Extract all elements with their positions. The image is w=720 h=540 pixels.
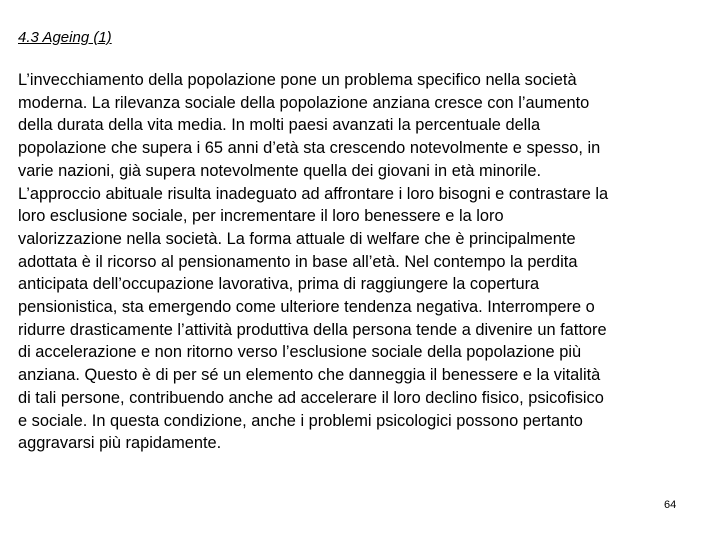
paragraph-line: L’approccio abituale risulta inadeguato ad affrontare i loro bisogni e contrastare la <box>18 184 609 203</box>
body-paragraph <box>18 69 698 455</box>
paragraph-line: L’invecchiamento della popolazione pone un problema specifico nella società <box>18 71 577 89</box>
paragraph-line: della durata della vita media. In molti paesi avanzati la percentuale della <box>18 116 541 135</box>
paragraph-line: e sociale. In questa condizione, anche i problemi psicologici possono pertanto <box>18 411 583 430</box>
paragraph-line: anziana. Questo è di per sé un elemento che danneggia il benessere e la vitalità <box>18 366 601 385</box>
paragraph-line: anticipata dell’occupazione lavorativa, prima di raggiungere la copertura <box>18 275 540 294</box>
paragraph-line: moderna. La rilevanza sociale della popolazione anziana cresce con l’aumento <box>18 93 590 112</box>
paragraph-line: di accelerazione e non ritorno verso l’esclusione sociale della popolazione più <box>18 343 582 362</box>
paragraph-line: pensionistica, sta emergendo come ulteriore tendenza negativa. Interrompere o <box>18 298 595 317</box>
page-number: 64 <box>664 499 677 511</box>
paragraph-line: valorizzazione nella società. La forma attuale di welfare che è principalmente <box>18 229 576 248</box>
paragraph-line: ridurre drasticamente l’attività produttiva della persona tende a divenire un fattore <box>18 320 607 339</box>
paragraph-line: loro esclusione sociale, per incrementare il loro benessere e la loro <box>18 207 504 226</box>
paragraph-line: aggravarsi più rapidamente. <box>18 434 222 453</box>
slide-title: 4.3 Ageing (1) <box>18 29 112 46</box>
paragraph-line: adottata è il ricorso al pensionamento in base all’età. Nel contempo la perdita <box>18 252 578 271</box>
paragraph-line: di tali persone, contribuendo anche ad accelerare il loro declino fisico, psicofisico <box>18 388 604 407</box>
paragraph-line: varie nazioni, già supera notevolmente quella dei giovani in età minorile. <box>18 161 541 180</box>
paragraph-line: popolazione che supera i 65 anni d’età sta crescendo notevolmente e spesso, in <box>18 139 601 158</box>
